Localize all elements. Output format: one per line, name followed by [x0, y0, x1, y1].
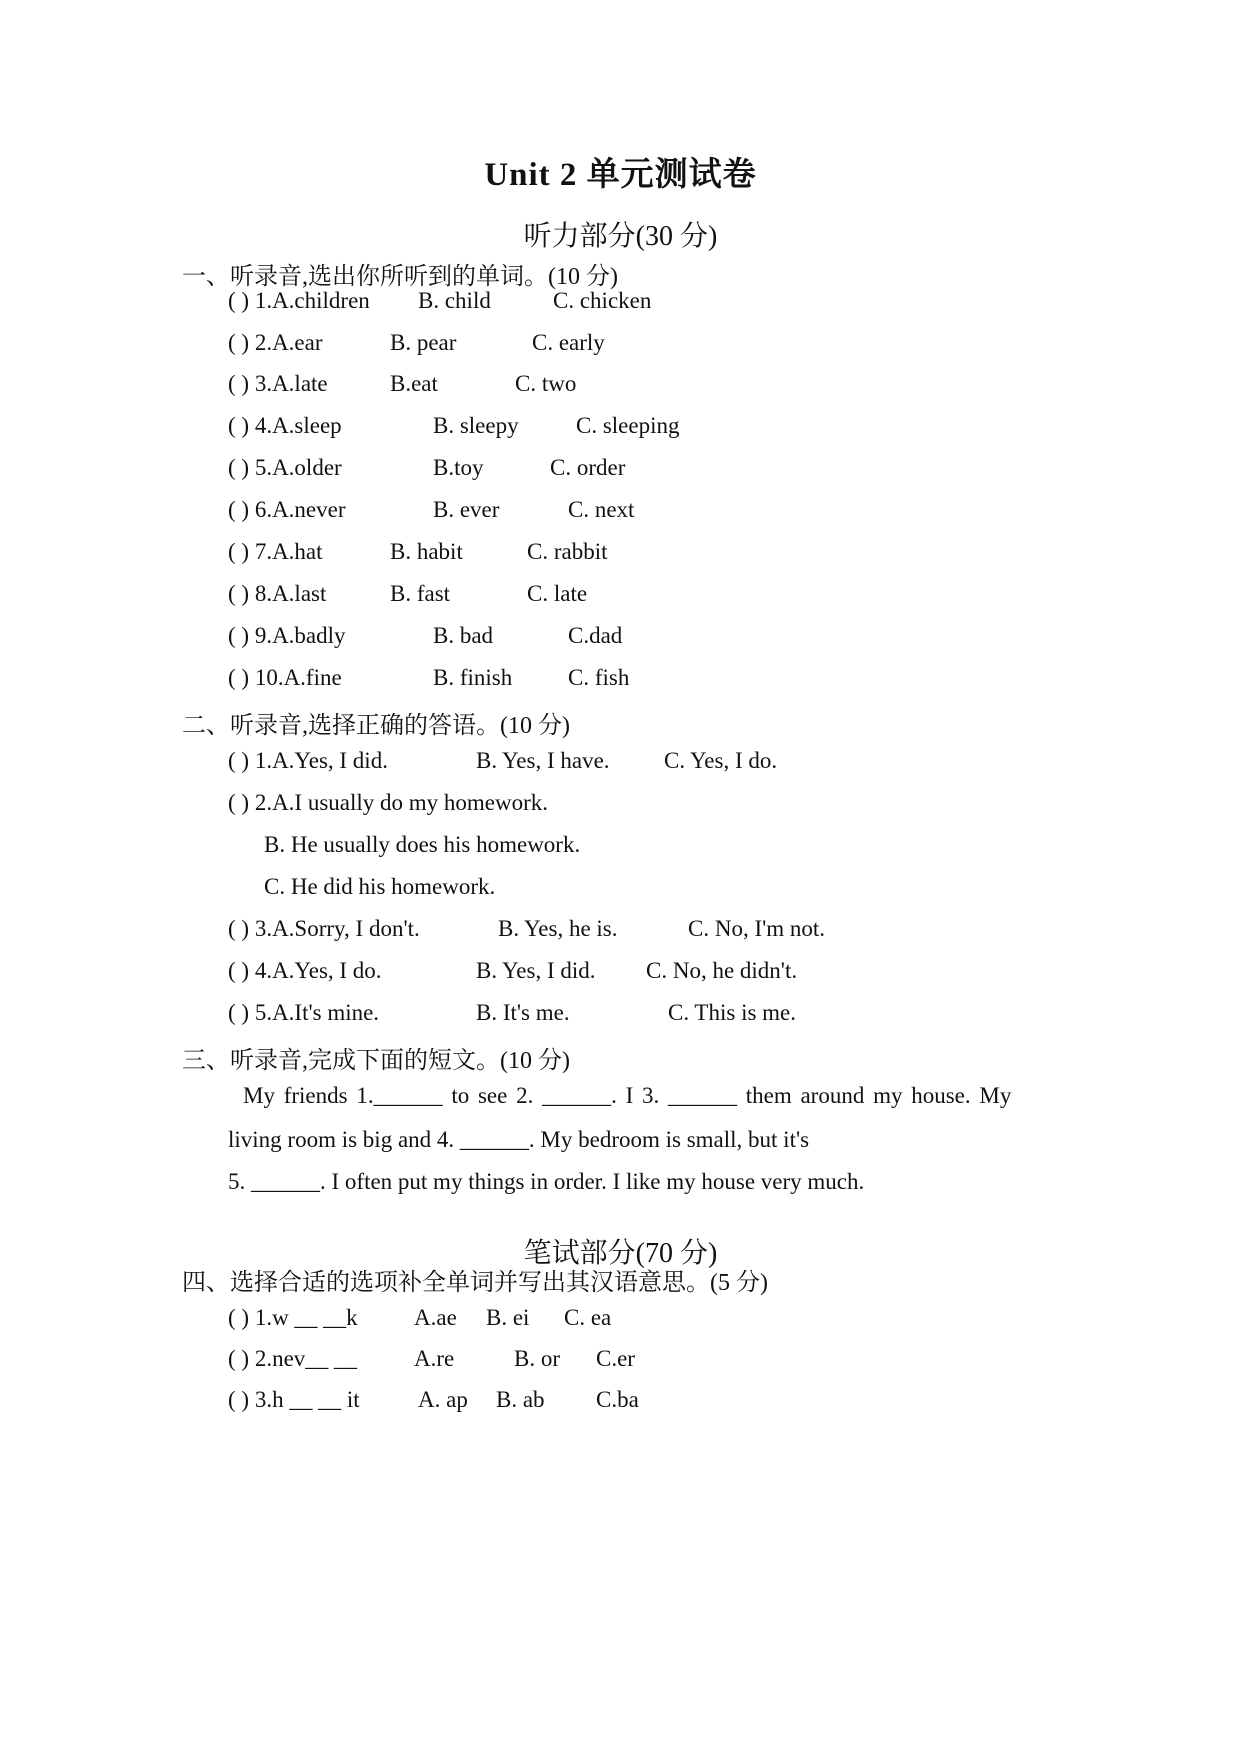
option-b: B. habit [390, 539, 463, 564]
section1-heading: 一、听录音,选出你所听到的单词。(10 分) [182, 264, 618, 290]
option-c: C. He did his homework. [264, 874, 496, 899]
option-b: B. ei [486, 1305, 530, 1330]
option-b: B. finish [433, 665, 513, 690]
question-number: ( ) 2.nev__ __ [228, 1346, 358, 1371]
question-number: ( ) 9.A.badly [228, 623, 346, 648]
question-number: ( ) 3.A.late [228, 371, 328, 396]
option-b: B. It's me. [476, 1000, 570, 1025]
section3-heading: 三、听录音,完成下面的短文。(10 分) [182, 1048, 570, 1074]
option-c: C. ea [564, 1305, 612, 1330]
question-number: ( ) 2.A.ear [228, 330, 323, 355]
question-number: ( ) 6.A.never [228, 497, 346, 522]
page-title: Unit 2 单元测试卷 [484, 157, 757, 193]
passage-line: My friends 1.______ to see 2. ______. I 3. ______ them around my house. My [243, 1083, 1012, 1108]
writing-part-title: 笔试部分(70 分) [523, 1238, 718, 1269]
option-c: C. next [568, 497, 635, 522]
option-c: C. early [532, 330, 605, 355]
option-b: B. Yes, he is. [498, 916, 618, 941]
passage-line: 5. ______. I often put my things in order. I like my house very much. [228, 1169, 865, 1194]
option-a: A.re [414, 1346, 455, 1371]
question-number: ( ) 8.A.last [228, 581, 327, 606]
option-b: B.toy [433, 455, 484, 480]
option-b: B. He usually does his homework. [264, 832, 581, 857]
option-b: B. sleepy [433, 413, 519, 438]
option-a: ( ) 1.A.Yes, I did. [228, 748, 388, 773]
option-c: C. chicken [553, 288, 652, 313]
option-c: C. Yes, I do. [664, 748, 778, 773]
option-b: B. ever [433, 497, 500, 522]
option-a: ( ) 2.A.I usually do my homework. [228, 790, 549, 815]
option-c: C. No, I'm not. [688, 916, 826, 941]
question-number: ( ) 7.A.hat [228, 539, 323, 564]
option-b: B. Yes, I have. [476, 748, 610, 773]
section2-heading: 二、听录音,选择正确的答语。(10 分) [182, 713, 570, 739]
option-c: C.er [596, 1346, 635, 1371]
option-b: B. Yes, I did. [476, 958, 596, 983]
option-c: C.dad [568, 623, 623, 648]
option-a: A.ae [414, 1305, 457, 1330]
question-number: ( ) 1.w __ __k [228, 1305, 358, 1330]
option-a: ( ) 3.A.Sorry, I don't. [228, 916, 420, 941]
option-c: C.ba [596, 1387, 639, 1412]
option-c: C. order [550, 455, 626, 480]
option-b: B. child [418, 288, 491, 313]
option-c: C. rabbit [527, 539, 608, 564]
option-c: C. late [527, 581, 588, 606]
option-b: B.eat [390, 371, 438, 396]
question-number: ( ) 4.A.sleep [228, 413, 342, 438]
option-c: C. sleeping [576, 413, 680, 438]
option-b: B. pear [390, 330, 457, 355]
option-c: C. No, he didn't. [646, 958, 798, 983]
option-b: B. or [514, 1346, 560, 1371]
question-number: ( ) 10.A.fine [228, 665, 342, 690]
question-number: ( ) 5.A.older [228, 455, 342, 480]
option-c: C. This is me. [668, 1000, 797, 1025]
listening-part-title: 听力部分(30 分) [523, 221, 718, 252]
option-b: B. bad [433, 623, 494, 648]
option-c: C. fish [568, 665, 630, 690]
section4-heading: 四、选择合适的选项补全单词并写出其汉语意思。(5 分) [182, 1270, 768, 1296]
passage-line: living room is big and 4. ______. My bedroom is small, but it's [228, 1127, 810, 1152]
option-b: B. fast [390, 581, 451, 606]
option-a: A. ap [418, 1387, 468, 1412]
option-b: B. ab [496, 1387, 545, 1412]
option-c: C. two [515, 371, 577, 396]
question-number: ( ) 3.h __ __ it [228, 1387, 360, 1412]
option-a: ( ) 5.A.It's mine. [228, 1000, 380, 1025]
option-a: ( ) 4.A.Yes, I do. [228, 958, 382, 983]
question-number: ( ) 1.A.children [228, 288, 370, 313]
